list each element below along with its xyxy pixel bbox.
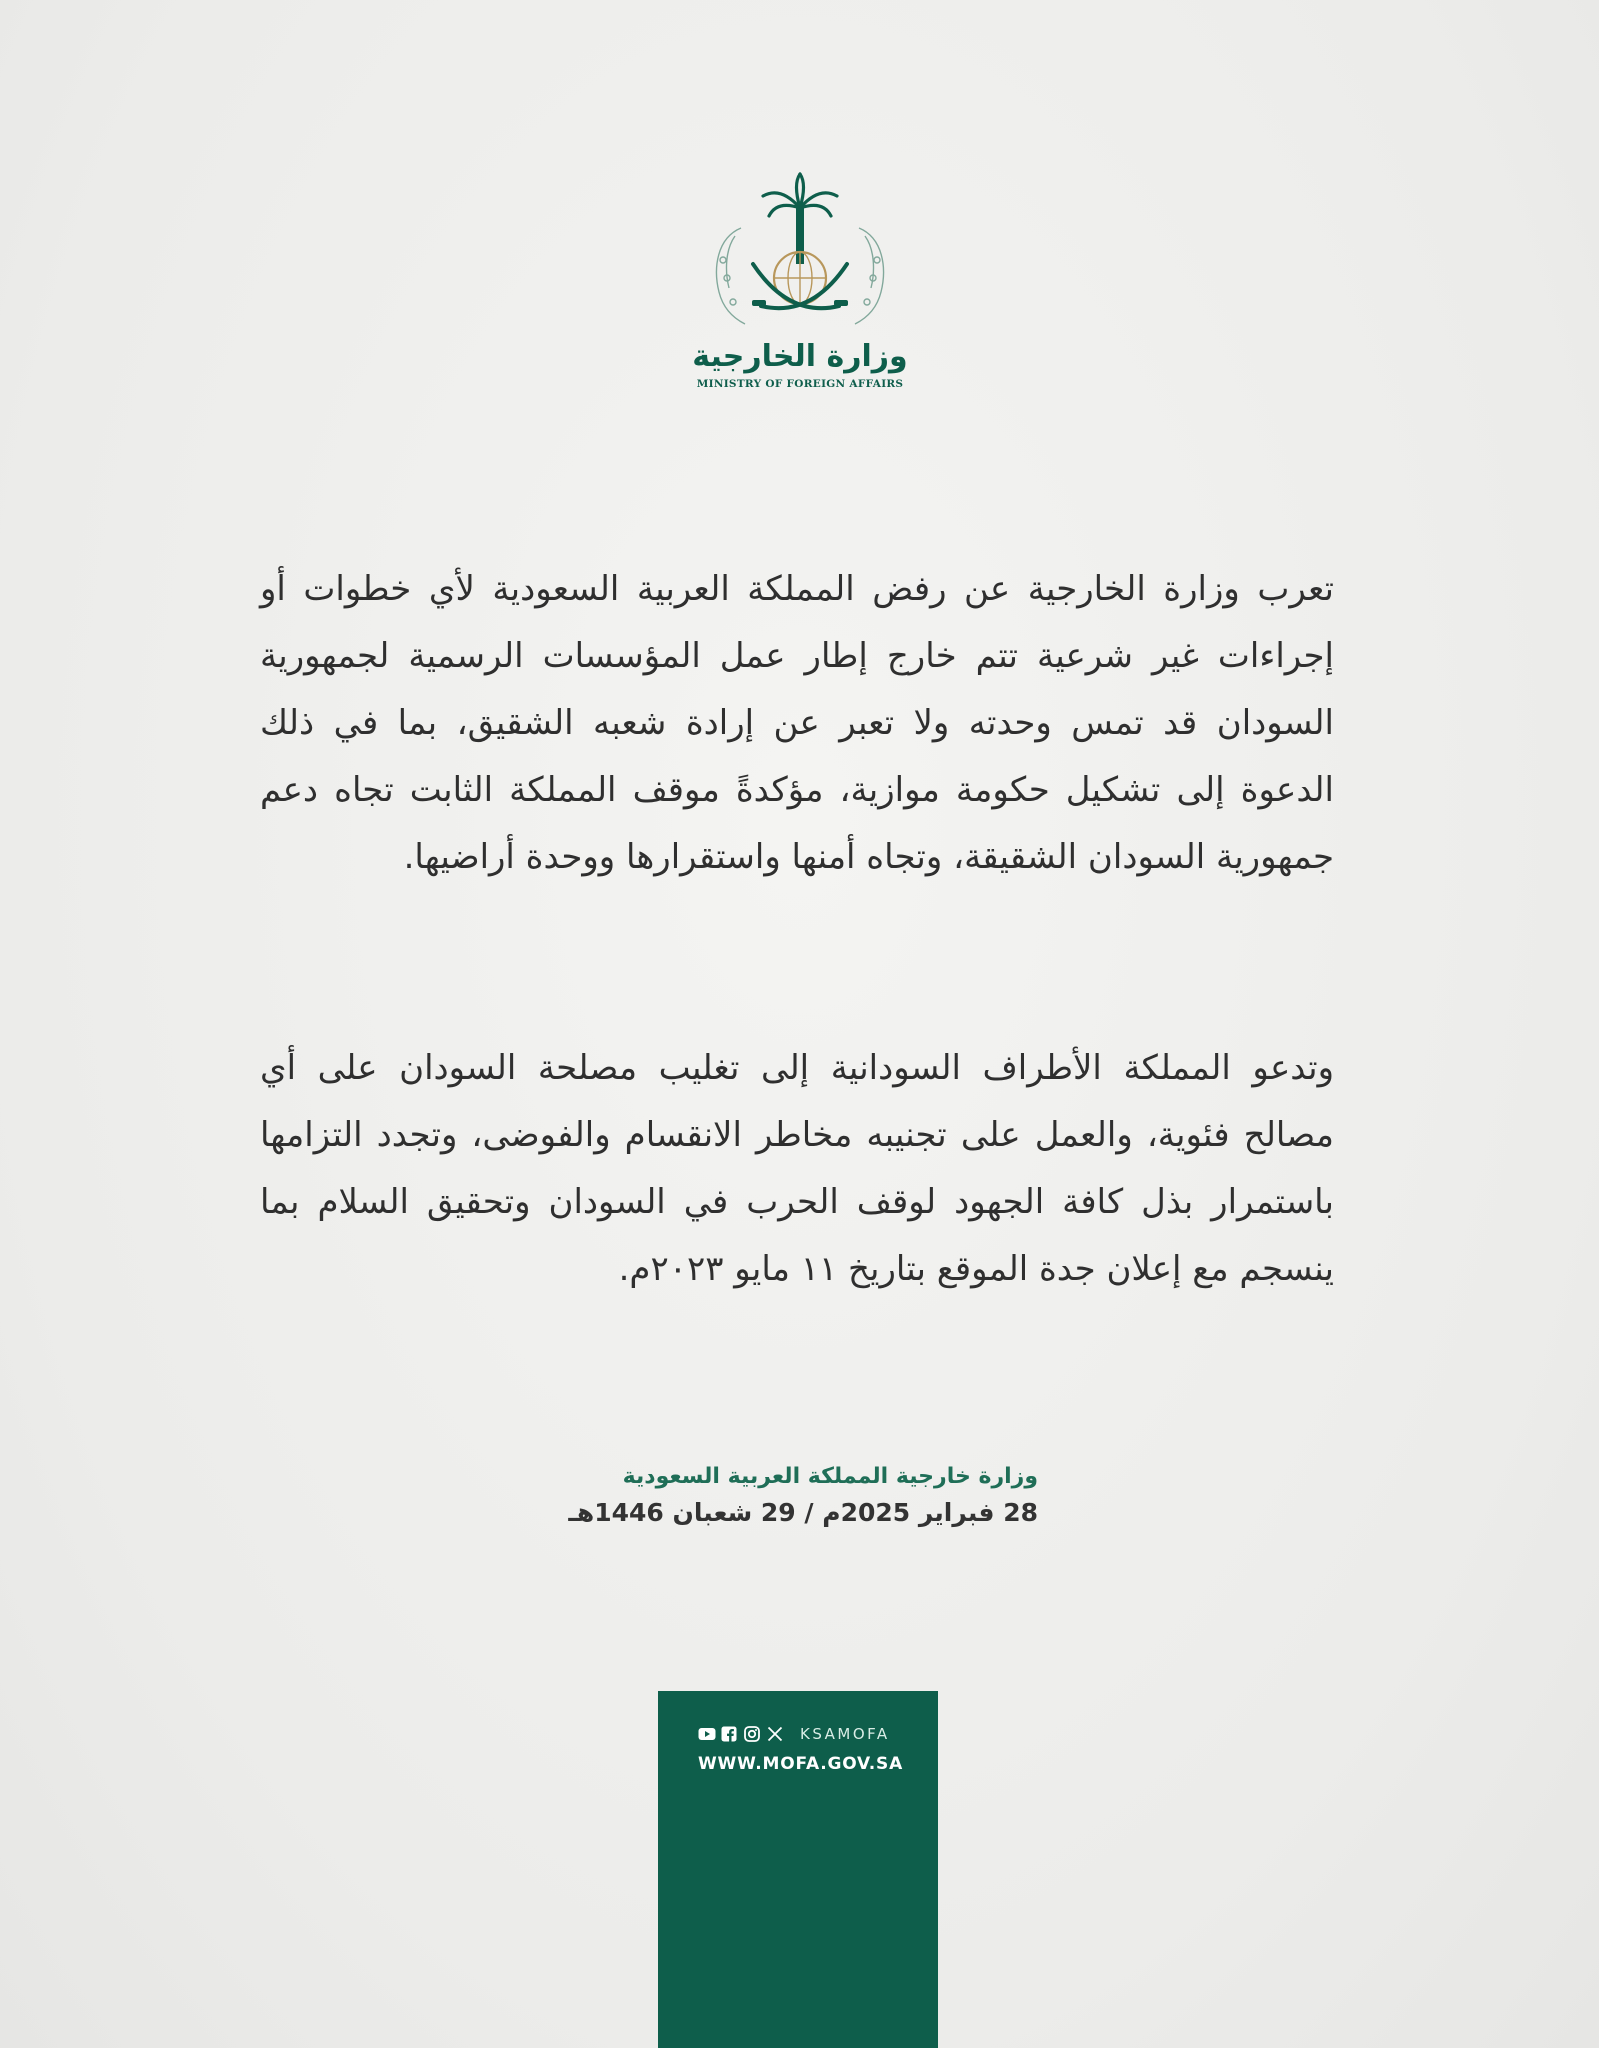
- statement-paragraph-2: وتدعو المملكة الأطراف السودانية إلى تغليب مصلحة السودان على أي مصالح فئوية، والعمل على تجنيبه مخاطر الانقسام والفوضى، وتجدد التزامها باستمرار بذل كافة الجهود لوقف الحرب في السودان وتحقيق السلام بما ينسجم مع إعلان جدة الموقع بتاريخ ١١ مايو ٢٠٢٣م.: [260, 1048, 1334, 1289]
- signature-organization: وزارة خارجية المملكة العربية السعودية: [622, 1464, 1038, 1489]
- ministry-english-name: MINISTRY OF FOREIGN AFFAIRS: [696, 378, 904, 390]
- social-links: [698, 1725, 890, 1743]
- signature-block: [520, 1460, 1038, 1532]
- x-icon[interactable]: [767, 1726, 785, 1742]
- instagram-icon[interactable]: [744, 1726, 762, 1742]
- footer-green-panel: [658, 1691, 938, 2048]
- social-handle[interactable]: KSAMOFA: [800, 1725, 890, 1743]
- youtube-icon[interactable]: [698, 1726, 716, 1742]
- svg-text:وزارة الخارجية: وزارة الخارجية: [692, 339, 908, 374]
- facebook-icon[interactable]: [721, 1726, 739, 1742]
- signature-date: 28 فبراير 2025م / 29 شعبان 1446هـ: [568, 1498, 1038, 1527]
- website-link[interactable]: WWW.MOFA.GOV.SA: [698, 1754, 904, 1774]
- saudi-emblem-logo: [689, 168, 911, 398]
- statement-paragraph-1: تعرب وزارة الخارجية عن رفض المملكة العربية السعودية لأي خطوات أو إجراءات غير شرعية تتم خارج إطار عمل المؤسسات الرسمية لجمهورية السودان قد تمس وحدته ولا تعبر عن إرادة شعبه الشقيق، بما في ذلك الدعوة إلى تشكيل حكومة موازية، مؤكدةً موقف المملكة الثابت تجاه دعم جمهورية السودان الشقيقة، وتجاه أمنها واستقرارها ووحدة أراضيها.: [260, 569, 1334, 877]
